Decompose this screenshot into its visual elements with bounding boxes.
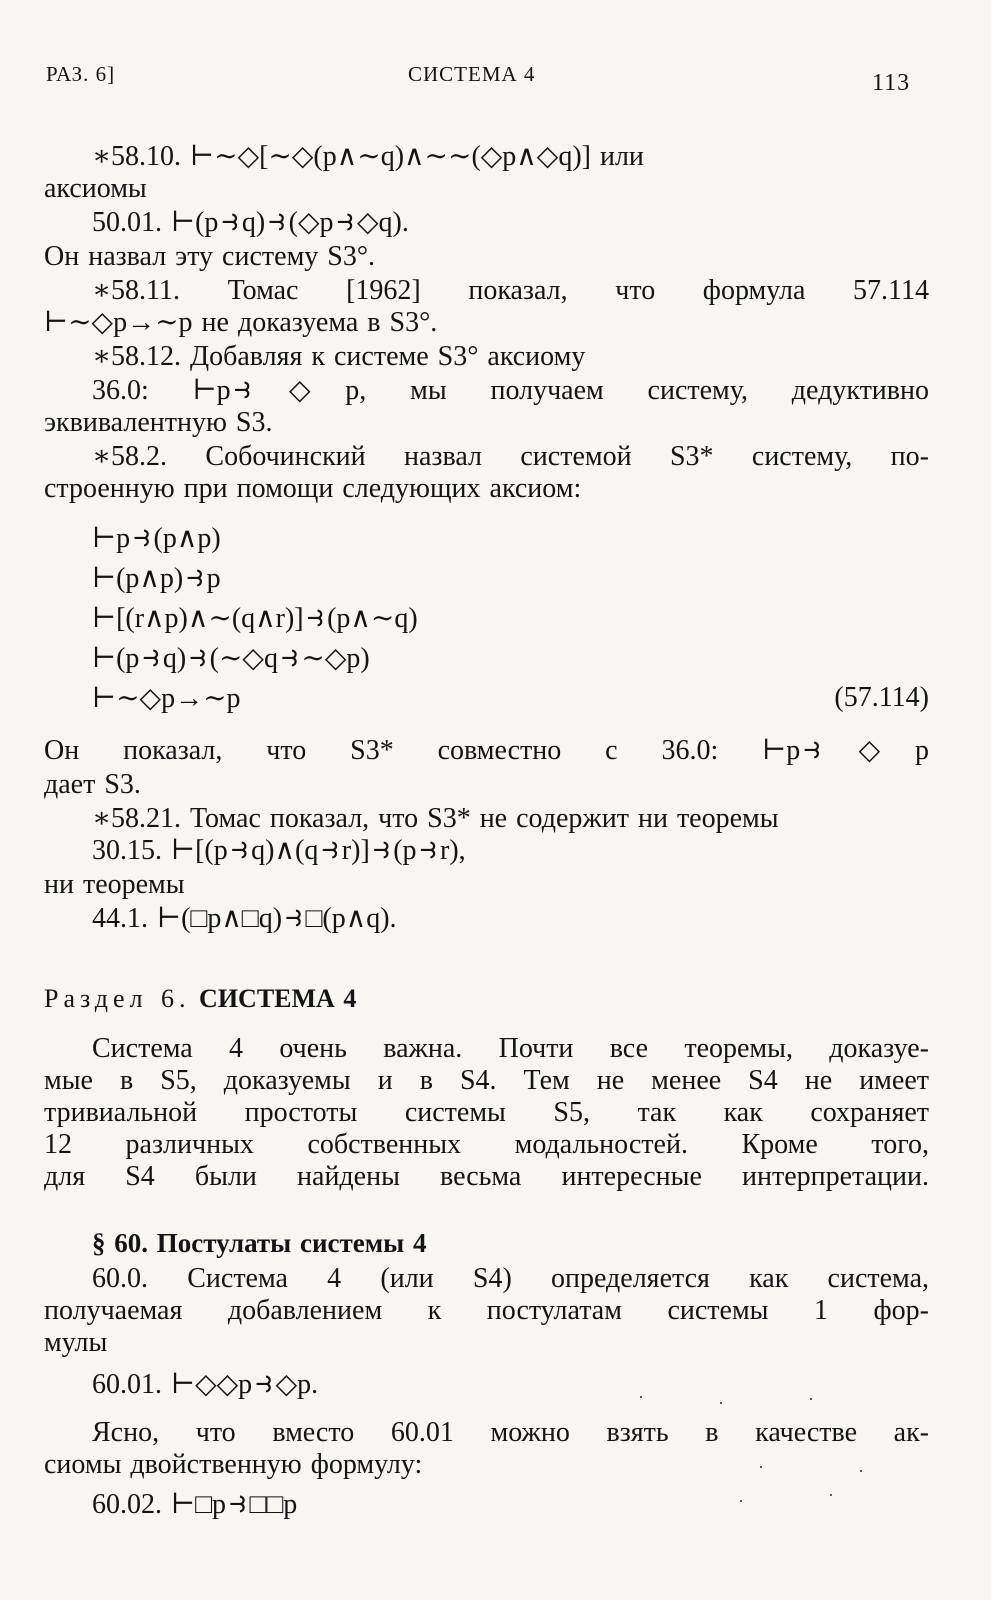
- line-36-0: 36.0: ⊢p⥽◇p, мы получаем систему, дедуктивно: [92, 375, 929, 406]
- section-prefix: Раздел 6.: [44, 984, 191, 1013]
- axiom-5: ⊢∼◇p→∼p: [92, 683, 241, 714]
- header-chapter: РАЗ. 6]: [46, 62, 116, 86]
- line-dual-formula: сиомы двойственную формулу:: [44, 1449, 423, 1480]
- section-text-5: для S4 были найдены весьма интересные интерпретации.: [44, 1161, 929, 1192]
- scan-speckle: [810, 1398, 812, 1400]
- formula-30-15: 30.15. ⊢[(p⥽q)∧(q⥽r)]⥽(p⥽r),: [92, 835, 466, 866]
- scan-speckle: [640, 1396, 642, 1398]
- line-showed: Он показал, что S3* совместно с 36.0: ⊢p⥽◇p: [44, 735, 929, 766]
- line-s3-degree: Он назвал эту систему S3°.: [44, 241, 376, 272]
- scan-speckle: [740, 1500, 742, 1502]
- line-58-11: ∗58.11. Томас [1962] показал, что формула 57.114: [92, 275, 929, 306]
- line-58-10: ∗58.10. ⊢∼◇[∼◇(p∧∼q)∧∼∼(◇p∧◇q)] или: [92, 141, 644, 172]
- section-text-3: тривиальной простоты системы S5, так как сохраняет: [44, 1097, 929, 1128]
- formula-50-01: 50.01. ⊢(p⥽q)⥽(◇p⥽◇q).: [92, 207, 409, 238]
- formula-44-1: 44.1. ⊢(□p∧□q)⥽□(p∧q).: [92, 903, 397, 934]
- axiom-1: ⊢p⥽(p∧p): [92, 523, 221, 554]
- axiom-ref-number: (57.114): [834, 682, 929, 713]
- line-built: строенную при помощи следующих аксиом:: [44, 473, 582, 504]
- section-title: СИСТЕМА 4: [199, 984, 357, 1013]
- axiom-2: ⊢(p∧p)⥽p: [92, 563, 221, 594]
- line-58-12: ∗58.12. Добавляя к системе S3° аксиому: [92, 341, 586, 372]
- section-text-1: Система 4 очень важна. Почти все теоремы, доказуе-: [92, 1033, 929, 1064]
- line-not-provable: ⊢∼◇p→∼p не доказуема в S3°.: [44, 307, 438, 338]
- scan-speckle: [720, 1402, 722, 1404]
- line-gives-s3: дает S3.: [44, 769, 141, 800]
- section-text-2: мые в S5, доказуемы и в S4. Тем не менее S4 не имеет: [44, 1065, 929, 1096]
- page-number: 113: [872, 70, 911, 96]
- line-clearly: Ясно, что вместо 60.01 можно взять в качестве ак-: [92, 1417, 929, 1448]
- line-nor-theorem: ни теоремы: [44, 869, 185, 900]
- scan-speckle: [860, 1470, 862, 1472]
- formula-60-02: 60.02. ⊢□p⥽□□p: [92, 1489, 298, 1520]
- formula-60-01: 60.01. ⊢◇◇p⥽◇p.: [92, 1369, 319, 1400]
- scan-speckle: [830, 1494, 832, 1496]
- line-axioms-word: аксиомы: [44, 173, 147, 204]
- axiom-3: ⊢[(r∧p)∧∼(q∧r)]⥽(p∧∼q): [92, 603, 418, 634]
- line-equivalent: эквивалентную S3.: [44, 407, 273, 438]
- scan-speckle: [760, 1466, 762, 1468]
- line-60-0-cont: получаемая добавлением к постулатам системы 1 фор-: [44, 1295, 929, 1326]
- line-formula-word: мулы: [44, 1327, 108, 1358]
- line-58-2: ∗58.2. Собочинский назвал системой S3* систему, по-: [92, 441, 929, 472]
- line-60-0: 60.0. Система 4 (или S4) определяется как система,: [92, 1263, 929, 1294]
- axiom-4: ⊢(p⥽q)⥽(∼◇q⥽∼◇p): [92, 643, 370, 674]
- header-title: СИСТЕМА 4: [408, 62, 536, 86]
- section-text-4: 12 различных собственных модальностей. Кроме того,: [44, 1129, 929, 1160]
- paragraph-heading: § 60. Постулаты системы 4: [92, 1228, 427, 1258]
- line-58-21: ∗58.21. Томас показал, что S3* не содержит ни теоремы: [92, 803, 779, 834]
- section-heading: [44, 982, 929, 1016]
